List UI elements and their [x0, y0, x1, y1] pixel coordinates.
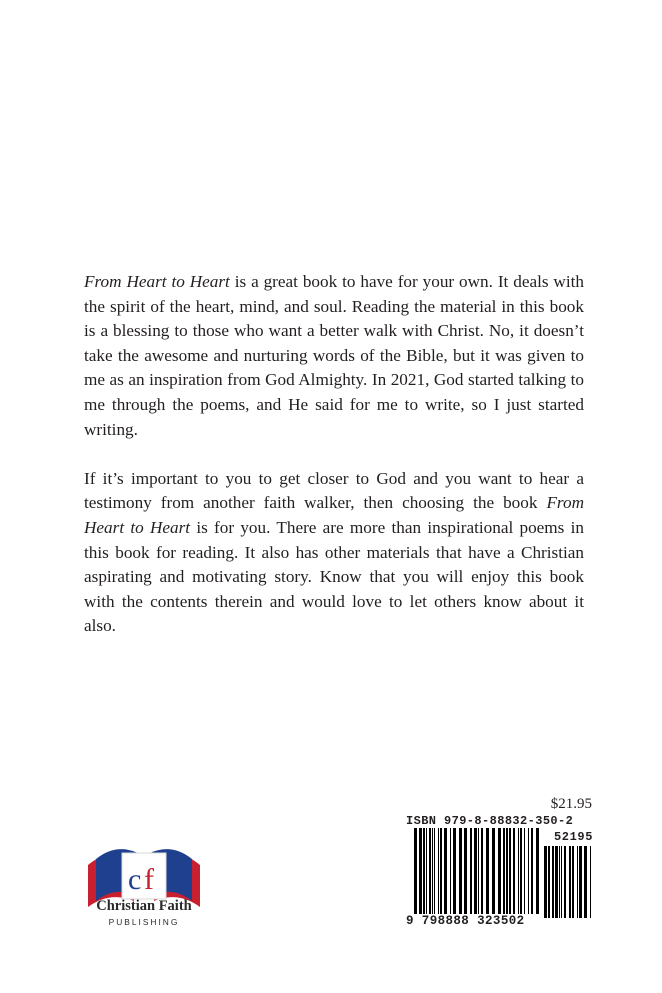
- blurb-text: is a great book to have for your own. It deals with the spirit of the heart, mind, and soul. Reading the material in this book is a blessing to those who want a better walk with Christ. No, it doesn’t take the awesome and nurturing words of the Bible, but it was given to me as an inspiration from God Almighty. In 2021, God started talking to me through the poems, and He said for me to write, so I just started writing.: [84, 272, 584, 439]
- barcode-bar: [474, 828, 477, 914]
- barcode-bar: [552, 846, 554, 918]
- barcode-bar: [423, 828, 425, 914]
- barcode-bar: [520, 828, 522, 914]
- barcode-bar: [513, 828, 515, 914]
- blurb-text: If it’s important to you to get closer to God and you want to hear a testimony from another faith walker, then choosing the book: [84, 468, 584, 513]
- barcode-bar: [569, 846, 571, 918]
- barcode-bar: [453, 828, 456, 914]
- isbn-barcode: [406, 814, 593, 931]
- barcode-bar: [524, 828, 525, 914]
- barcode-bar: [503, 828, 505, 914]
- barcode-digits: 9 798888 323502: [406, 914, 525, 928]
- barcode-bar: [470, 828, 472, 914]
- publisher-name: Christian Faith: [96, 898, 192, 914]
- christian-faith-logo: [80, 822, 208, 932]
- barcode-bar: [564, 846, 566, 918]
- publisher-subtitle: PUBLISHING: [108, 917, 180, 927]
- barcode-bar: [438, 828, 439, 914]
- barcode-bar: [528, 828, 529, 914]
- barcode-bar: [498, 828, 501, 914]
- ean-barcode-bars: [414, 828, 540, 918]
- blurb-paragraph-2: [84, 467, 584, 639]
- book-title: From Heart to Heart: [84, 493, 584, 537]
- barcode-bar: [478, 828, 479, 914]
- isbn-label: ISBN 979-8-88832-350-2: [406, 814, 574, 828]
- addon-barcode-bars: [544, 846, 593, 918]
- barcode-bar: [426, 828, 427, 914]
- barcode-bar: [590, 846, 591, 918]
- barcode-bar: [559, 846, 560, 918]
- back-cover-blurb: [84, 270, 584, 664]
- barcode-bar: [432, 828, 433, 914]
- barcode-bar: [429, 828, 431, 914]
- logo-letter-c: c: [128, 863, 142, 896]
- barcode-bar: [419, 828, 422, 914]
- barcode-bar: [506, 828, 508, 914]
- barcode-bar: [509, 828, 511, 914]
- barcode-bar: [414, 828, 417, 914]
- price-label: $21.95: [550, 796, 592, 812]
- barcode-bar: [577, 846, 578, 918]
- barcode-bar: [434, 828, 435, 914]
- barcode-bar: [481, 828, 483, 914]
- barcode-bar: [579, 846, 582, 918]
- barcode-bar: [572, 846, 574, 918]
- barcode-bar: [561, 846, 562, 918]
- barcode-bar: [440, 828, 442, 914]
- barcode-bar: [459, 828, 462, 914]
- barcode-bar: [555, 846, 558, 918]
- book-title: From Heart to Heart: [84, 272, 230, 291]
- barcode-bar: [464, 828, 467, 914]
- barcode-bar: [584, 846, 587, 918]
- barcode-bar: [548, 846, 550, 918]
- blurb-paragraph-1: [84, 270, 584, 442]
- barcode-bar: [536, 828, 539, 914]
- barcode-bar: [492, 828, 495, 914]
- barcode-bar: [486, 828, 489, 914]
- barcode-bar: [518, 828, 519, 914]
- barcode-bar: [531, 828, 533, 914]
- barcode-bar: [450, 828, 451, 914]
- addon-number: 52195: [553, 830, 593, 844]
- blurb-text: is for you. There are more than inspirational poems in this book for reading. It also has other materials that have a Christian aspirating and motivating story. Know that you will enjoy this book with the contents therein and would love to let others know about it also.: [84, 517, 584, 636]
- logo-letter-f: f: [144, 863, 154, 896]
- barcode-bar: [444, 828, 447, 914]
- barcode-bar: [544, 846, 547, 918]
